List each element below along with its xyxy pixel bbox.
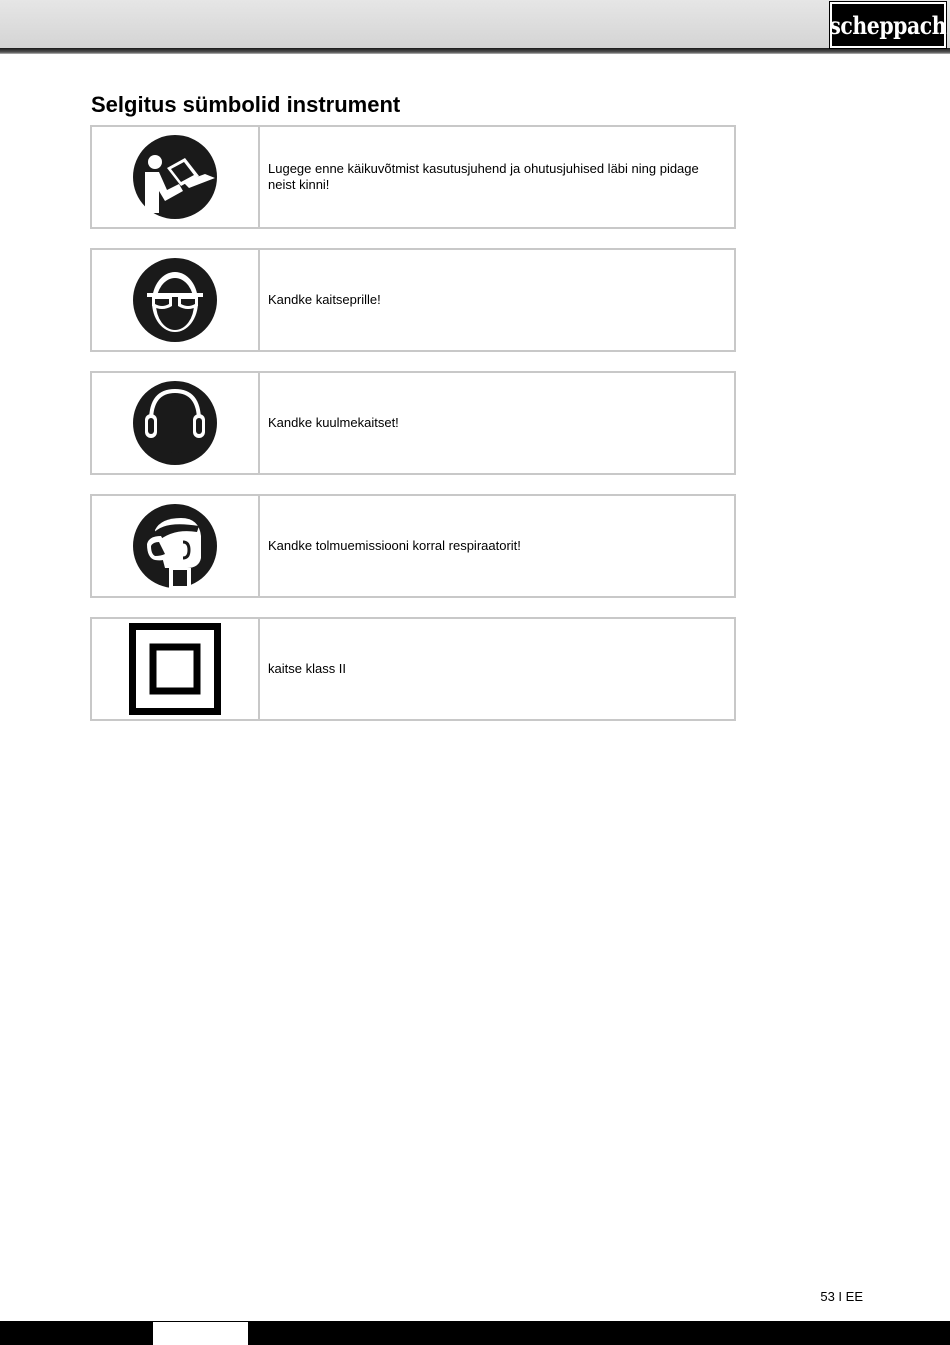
symbol-row-ear-protection xyxy=(90,371,736,475)
symbol-cell xyxy=(92,127,260,227)
symbol-row-protection-class xyxy=(90,617,736,721)
symbol-description: Kandke tolmuemissiooni korral respiraatorit! xyxy=(268,538,521,553)
footer-bar-left xyxy=(0,1321,153,1345)
footer-bar-right xyxy=(248,1321,950,1345)
symbol-row-safety-goggles xyxy=(90,248,736,352)
symbol-description: Kandke kuulmekaitset! xyxy=(268,415,399,430)
read-manual-icon xyxy=(133,135,217,219)
symbol-row-respirator xyxy=(90,494,736,598)
logo-text: scheppach xyxy=(829,10,947,40)
page-title: Selgitus sümbolid instrument xyxy=(91,92,401,117)
symbol-cell xyxy=(92,373,260,473)
respirator-icon xyxy=(133,504,217,588)
symbol-description: kaitse klass II xyxy=(268,661,347,676)
symbol-description: Kandke kaitseprille! xyxy=(268,292,381,307)
footer-bar-gap xyxy=(153,1321,248,1345)
symbol-description: Lugege enne käikuvõtmist kasutusjuhend ja ohutusjuhised läbi ning pidage neist kinni! xyxy=(268,161,699,192)
scheppach-logo xyxy=(830,2,946,48)
symbol-row-read-manual xyxy=(90,125,736,229)
header-divider xyxy=(0,48,950,54)
protection-class-2-icon xyxy=(129,623,221,715)
symbol-cell xyxy=(92,619,260,719)
header-bar xyxy=(0,0,950,48)
page-number: 53 I EE xyxy=(820,1289,863,1304)
ear-protection-icon xyxy=(133,381,217,465)
safety-goggles-icon xyxy=(133,258,217,342)
symbol-cell xyxy=(92,496,260,596)
symbol-cell xyxy=(92,250,260,350)
